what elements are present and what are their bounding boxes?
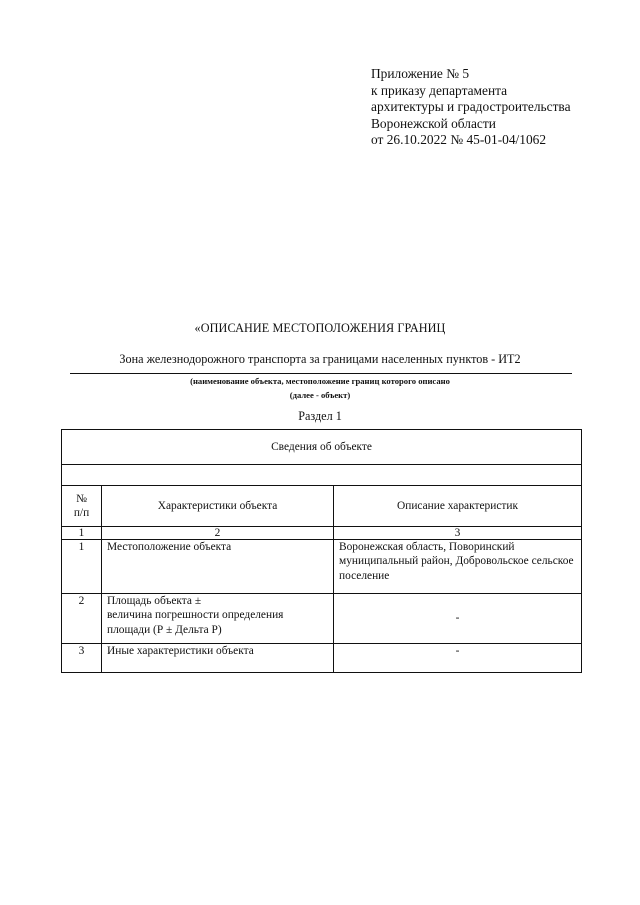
appendix-header — [371, 66, 571, 149]
header-characteristic: Характеристики объекта — [102, 486, 334, 527]
document-title: «ОПИСАНИЕ МЕСТОПОЛОЖЕНИЯ ГРАНИЦ — [194, 321, 446, 335]
row-description: - — [334, 594, 582, 644]
row-number: 3 — [62, 644, 102, 673]
section-heading: Раздел 1 — [298, 409, 342, 423]
row-number: 2 — [62, 594, 102, 644]
row-number: 1 — [62, 540, 102, 594]
appendix-line: от 26.10.2022 № 45-01-04/1062 — [371, 132, 547, 147]
table-empty-cell — [62, 465, 582, 486]
header-description: Описание характеристик — [334, 486, 582, 527]
appendix-line: к приказу департамента — [371, 82, 508, 98]
row-characteristic: Площадь объекта ± величина погрешности определения площади (Р ± Дельта Р) — [102, 594, 334, 644]
table-header-row — [62, 486, 582, 527]
table-index-row — [62, 527, 582, 540]
row-characteristic: Местоположение объекта — [102, 540, 334, 594]
row-description: Воронежская область, Поворинский муниципальный район, Добровольское сельское поселение — [334, 540, 582, 594]
index-cell: 1 — [62, 527, 102, 540]
table-row — [62, 644, 582, 673]
object-name: Зона железнодорожного транспорта за границами населенных пунктов - ИТ2 — [119, 352, 521, 366]
object-name-caption-continued: (далее - объект) — [289, 390, 351, 400]
object-name-caption: (наименование объекта, местоположение границ которого описано — [190, 376, 450, 386]
row-description: - — [334, 644, 582, 673]
table-empty-row — [62, 465, 582, 486]
appendix-line: Воронежской области — [371, 115, 496, 131]
table-row — [62, 594, 582, 644]
object-info-table — [61, 429, 582, 673]
table-caption: Сведения об объекте — [62, 430, 582, 465]
index-cell: 2 — [102, 527, 334, 540]
table-caption-row — [62, 430, 582, 465]
appendix-line: Приложение № 5 — [371, 66, 470, 81]
header-number: № п/п — [62, 486, 102, 527]
index-cell: 3 — [334, 527, 582, 540]
appendix-line: архитектуры и градостроительства — [371, 99, 571, 114]
row-characteristic: Иные характеристики объекта — [102, 644, 334, 673]
table-row — [62, 540, 582, 594]
underline-divider — [70, 373, 572, 374]
